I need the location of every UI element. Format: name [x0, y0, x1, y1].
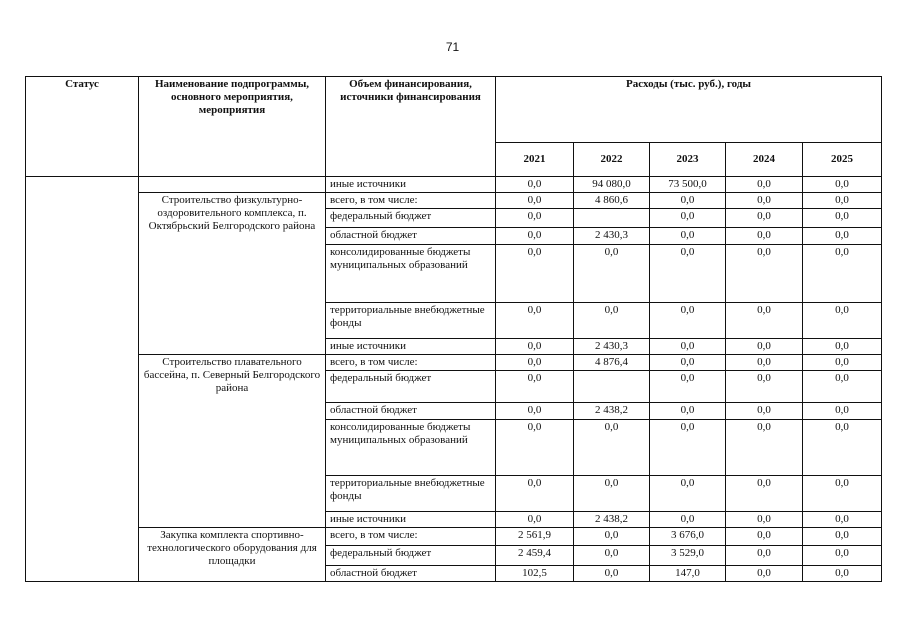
value-cell: 0,0: [574, 476, 650, 512]
value-cell: 0,0: [726, 193, 803, 209]
header-year: 2022: [574, 143, 650, 177]
header-year: 2025: [803, 143, 882, 177]
value-cell: 0,0: [650, 193, 726, 209]
value-cell: 0,0: [650, 512, 726, 528]
value-cell: 0,0: [496, 339, 574, 355]
value-cell: 0,0: [726, 209, 803, 228]
value-cell: 0,0: [803, 177, 882, 193]
value-cell: 0,0: [803, 228, 882, 245]
value-cell: 73 500,0: [650, 177, 726, 193]
value-cell: 0,0: [496, 245, 574, 303]
value-cell: 0,0: [650, 209, 726, 228]
value-cell: 2 459,4: [496, 546, 574, 566]
value-cell: 0,0: [496, 177, 574, 193]
value-cell: 0,0: [496, 355, 574, 371]
source-cell: федеральный бюджет: [326, 546, 496, 566]
value-cell: 2 438,2: [574, 512, 650, 528]
header-name: Наименование подпрограммы, основного мероприятия, мероприятия: [139, 77, 326, 177]
value-cell: 0,0: [496, 476, 574, 512]
value-cell: 0,0: [574, 303, 650, 339]
value-cell: 0,0: [650, 303, 726, 339]
value-cell: 0,0: [803, 209, 882, 228]
value-cell: 0,0: [496, 303, 574, 339]
source-cell: всего, в том числе:: [326, 193, 496, 209]
value-cell: 0,0: [726, 546, 803, 566]
value-cell: 4 860,6: [574, 193, 650, 209]
value-cell: 0,0: [650, 476, 726, 512]
header-volume: Объем финансирования, источники финансирования: [326, 77, 496, 177]
source-cell: иные источники: [326, 512, 496, 528]
name-cell: [139, 177, 326, 193]
value-cell: 0,0: [496, 403, 574, 420]
value-cell: 0,0: [726, 420, 803, 476]
value-cell: 0,0: [803, 403, 882, 420]
source-cell: федеральный бюджет: [326, 209, 496, 228]
source-cell: областной бюджет: [326, 228, 496, 245]
value-cell: 0,0: [650, 245, 726, 303]
value-cell: 2 430,3: [574, 228, 650, 245]
header-year: 2024: [726, 143, 803, 177]
value-cell: 0,0: [496, 193, 574, 209]
status-cell: [26, 177, 139, 582]
value-cell: 0,0: [803, 371, 882, 403]
value-cell: 0,0: [803, 339, 882, 355]
source-cell: консолидированные бюджеты муниципальных образований: [326, 420, 496, 476]
value-cell: 0,0: [803, 566, 882, 582]
header-year: 2021: [496, 143, 574, 177]
header-expenses: Расходы (тыс. руб.), годы: [496, 77, 882, 143]
value-cell: 0,0: [574, 566, 650, 582]
value-cell: 0,0: [496, 209, 574, 228]
source-cell: иные источники: [326, 339, 496, 355]
value-cell: 3 676,0: [650, 528, 726, 546]
name-cell: Строительство плавательного бассейна, п. Северный Белгородского района: [139, 355, 326, 528]
value-cell: 0,0: [803, 193, 882, 209]
source-cell: территориальные внебюджетные фонды: [326, 476, 496, 512]
source-cell: областной бюджет: [326, 403, 496, 420]
value-cell: 0,0: [726, 403, 803, 420]
source-cell: территориальные внебюджетные фонды: [326, 303, 496, 339]
source-cell: всего, в том числе:: [326, 355, 496, 371]
value-cell: 0,0: [803, 476, 882, 512]
value-cell: 0,0: [803, 245, 882, 303]
value-cell: 2 438,2: [574, 403, 650, 420]
value-cell: 4 876,4: [574, 355, 650, 371]
header-year: 2023: [650, 143, 726, 177]
value-cell: 0,0: [803, 303, 882, 339]
name-cell: Строительство физкультурно-оздоровительного комплекса, п. Октябрьский Белгородского района: [139, 193, 326, 355]
name-cell: Закупка комплекта спортивно-технологического оборудования для площадки: [139, 528, 326, 582]
value-cell: 0,0: [496, 228, 574, 245]
value-cell: 0,0: [726, 303, 803, 339]
value-cell: 0,0: [726, 228, 803, 245]
value-cell: 94 080,0: [574, 177, 650, 193]
value-cell: 0,0: [574, 420, 650, 476]
value-cell: 0,0: [726, 528, 803, 546]
value-cell: 147,0: [650, 566, 726, 582]
value-cell: 0,0: [650, 228, 726, 245]
source-cell: федеральный бюджет: [326, 371, 496, 403]
value-cell: 0,0: [496, 371, 574, 403]
value-cell: 0,0: [650, 403, 726, 420]
value-cell: 0,0: [803, 546, 882, 566]
value-cell: 0,0: [574, 528, 650, 546]
value-cell: 102,5: [496, 566, 574, 582]
financing-table: [25, 76, 882, 582]
value-cell: 0,0: [650, 355, 726, 371]
value-cell: 0,0: [726, 371, 803, 403]
value-cell: 0,0: [803, 420, 882, 476]
source-cell: иные источники: [326, 177, 496, 193]
value-cell: 0,0: [726, 476, 803, 512]
value-cell: 0,0: [574, 245, 650, 303]
value-cell: [574, 371, 650, 403]
source-cell: консолидированные бюджеты муниципальных образований: [326, 245, 496, 303]
page-number: 71: [445, 40, 460, 54]
value-cell: 0,0: [496, 420, 574, 476]
value-cell: 2 561,9: [496, 528, 574, 546]
value-cell: 0,0: [803, 528, 882, 546]
value-cell: 0,0: [650, 371, 726, 403]
value-cell: 2 430,3: [574, 339, 650, 355]
value-cell: [574, 209, 650, 228]
source-cell: областной бюджет: [326, 566, 496, 582]
value-cell: 0,0: [650, 420, 726, 476]
value-cell: 0,0: [574, 546, 650, 566]
source-cell: всего, в том числе:: [326, 528, 496, 546]
value-cell: 0,0: [726, 512, 803, 528]
value-cell: 0,0: [726, 566, 803, 582]
value-cell: 3 529,0: [650, 546, 726, 566]
value-cell: 0,0: [496, 512, 574, 528]
value-cell: 0,0: [726, 245, 803, 303]
value-cell: 0,0: [726, 339, 803, 355]
value-cell: 0,0: [803, 355, 882, 371]
value-cell: 0,0: [650, 339, 726, 355]
header-status: Статус: [26, 77, 139, 177]
value-cell: 0,0: [726, 355, 803, 371]
value-cell: 0,0: [726, 177, 803, 193]
value-cell: 0,0: [803, 512, 882, 528]
